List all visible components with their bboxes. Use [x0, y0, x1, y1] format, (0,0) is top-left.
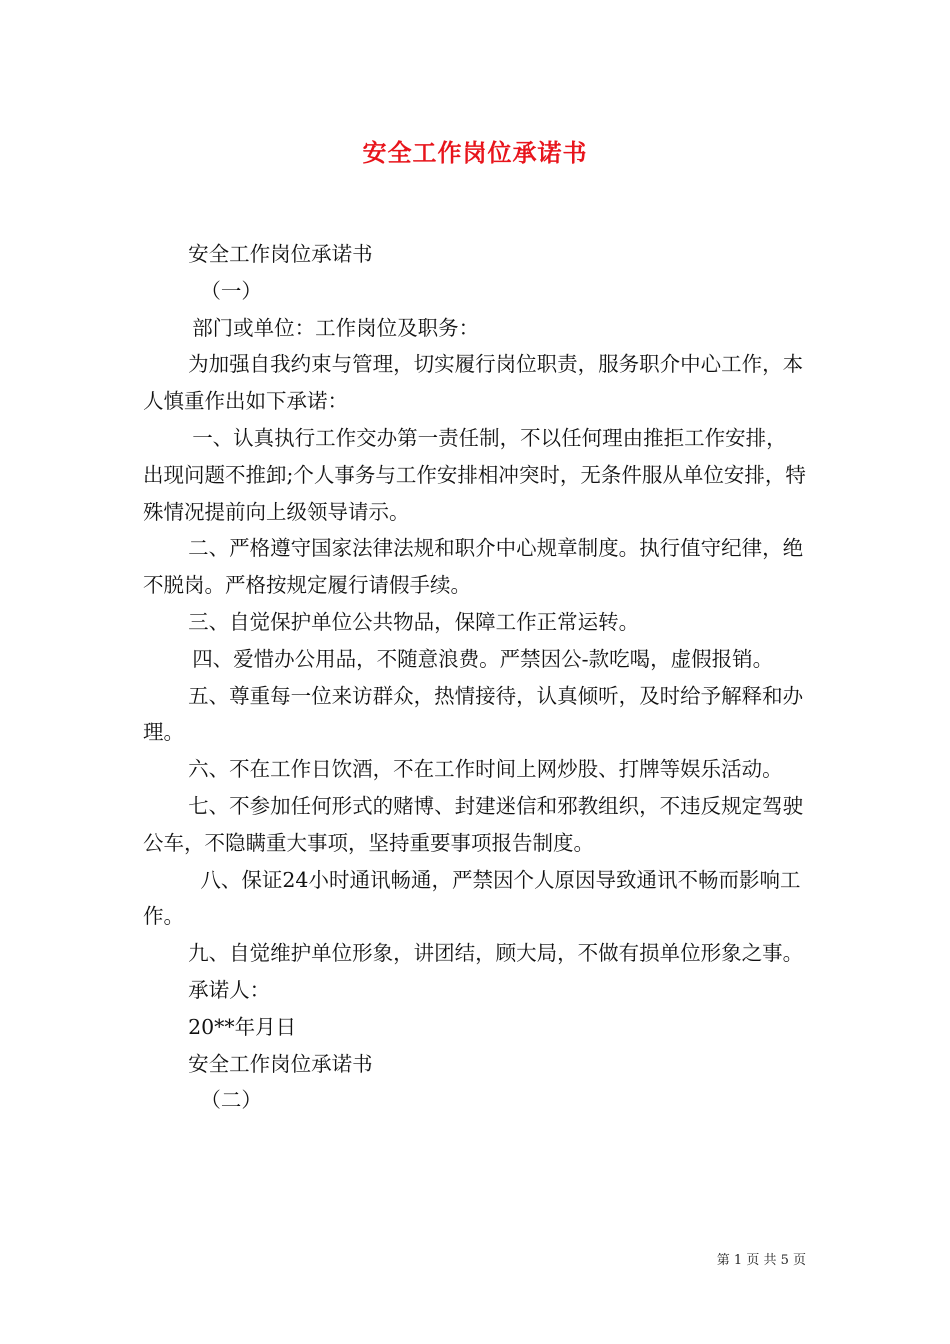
pledge-item-5: 五、尊重每一位来访群众，热情接待，认真倾听，及时给予解释和办理。: [143, 683, 804, 745]
document-body: [143, 236, 807, 1119]
pledge-item-7: 七、不参加任何形式的赌博、封建迷信和邪教组织，不违反规定驾驶公车，不隐瞒重大事项，坚持重要事项报告制度。: [143, 793, 804, 855]
signatory-label: 承诺人：: [188, 977, 271, 1002]
date-line: 20**年月日: [188, 1014, 297, 1039]
heading-line: 安全工作岗位承诺书: [188, 242, 373, 266]
page-indicator: 第 1 页 共 5 页: [716, 1253, 806, 1268]
document-title: 安全工作岗位承诺书: [362, 138, 588, 167]
intro-paragraph: 为加强自我约束与管理，切实履行岗位职责，服务职介中心工作，本人慎重作出如下承诺：: [143, 352, 804, 414]
pledge-item-1: 一、认真执行工作交办第一责任制，不以任何理由推拒工作安排，出现问题不推卸;个人事务与工作安排相冲突时，无条件服从单位安排，特殊情况提前向上级领导请示。: [143, 425, 806, 524]
heading-line-2: 安全工作岗位承诺书: [188, 1051, 373, 1076]
pledge-item-3: 三、自觉保护单位公共物品，保障工作正常运转。: [188, 609, 640, 634]
department-line: 部门或单位：工作岗位及职务：: [192, 315, 480, 340]
pledge-item-6: 六、不在工作日饮酒，不在工作时间上网炒股、打牌等娱乐活动。: [188, 757, 783, 782]
pledge-item-9: 九、自觉维护单位形象，讲团结，顾大局，不做有损单位形象之事。: [188, 941, 804, 966]
section-number: （一）: [200, 278, 262, 303]
pledge-item-2: 二、严格遵守国家法律法规和职介中心规章制度。执行值守纪律，绝不脱岗。严格按规定履行请假手续。: [143, 536, 804, 598]
section-number-2: （二）: [200, 1088, 262, 1113]
pledge-item-4: 四、爱惜办公用品，不随意浪费。严禁因公-款吃喝，虚假报销。: [192, 646, 774, 671]
pledge-item-8: 八、保证24小时通讯畅通，严禁因个人原因导致通讯不畅而影响工作。: [143, 867, 801, 929]
